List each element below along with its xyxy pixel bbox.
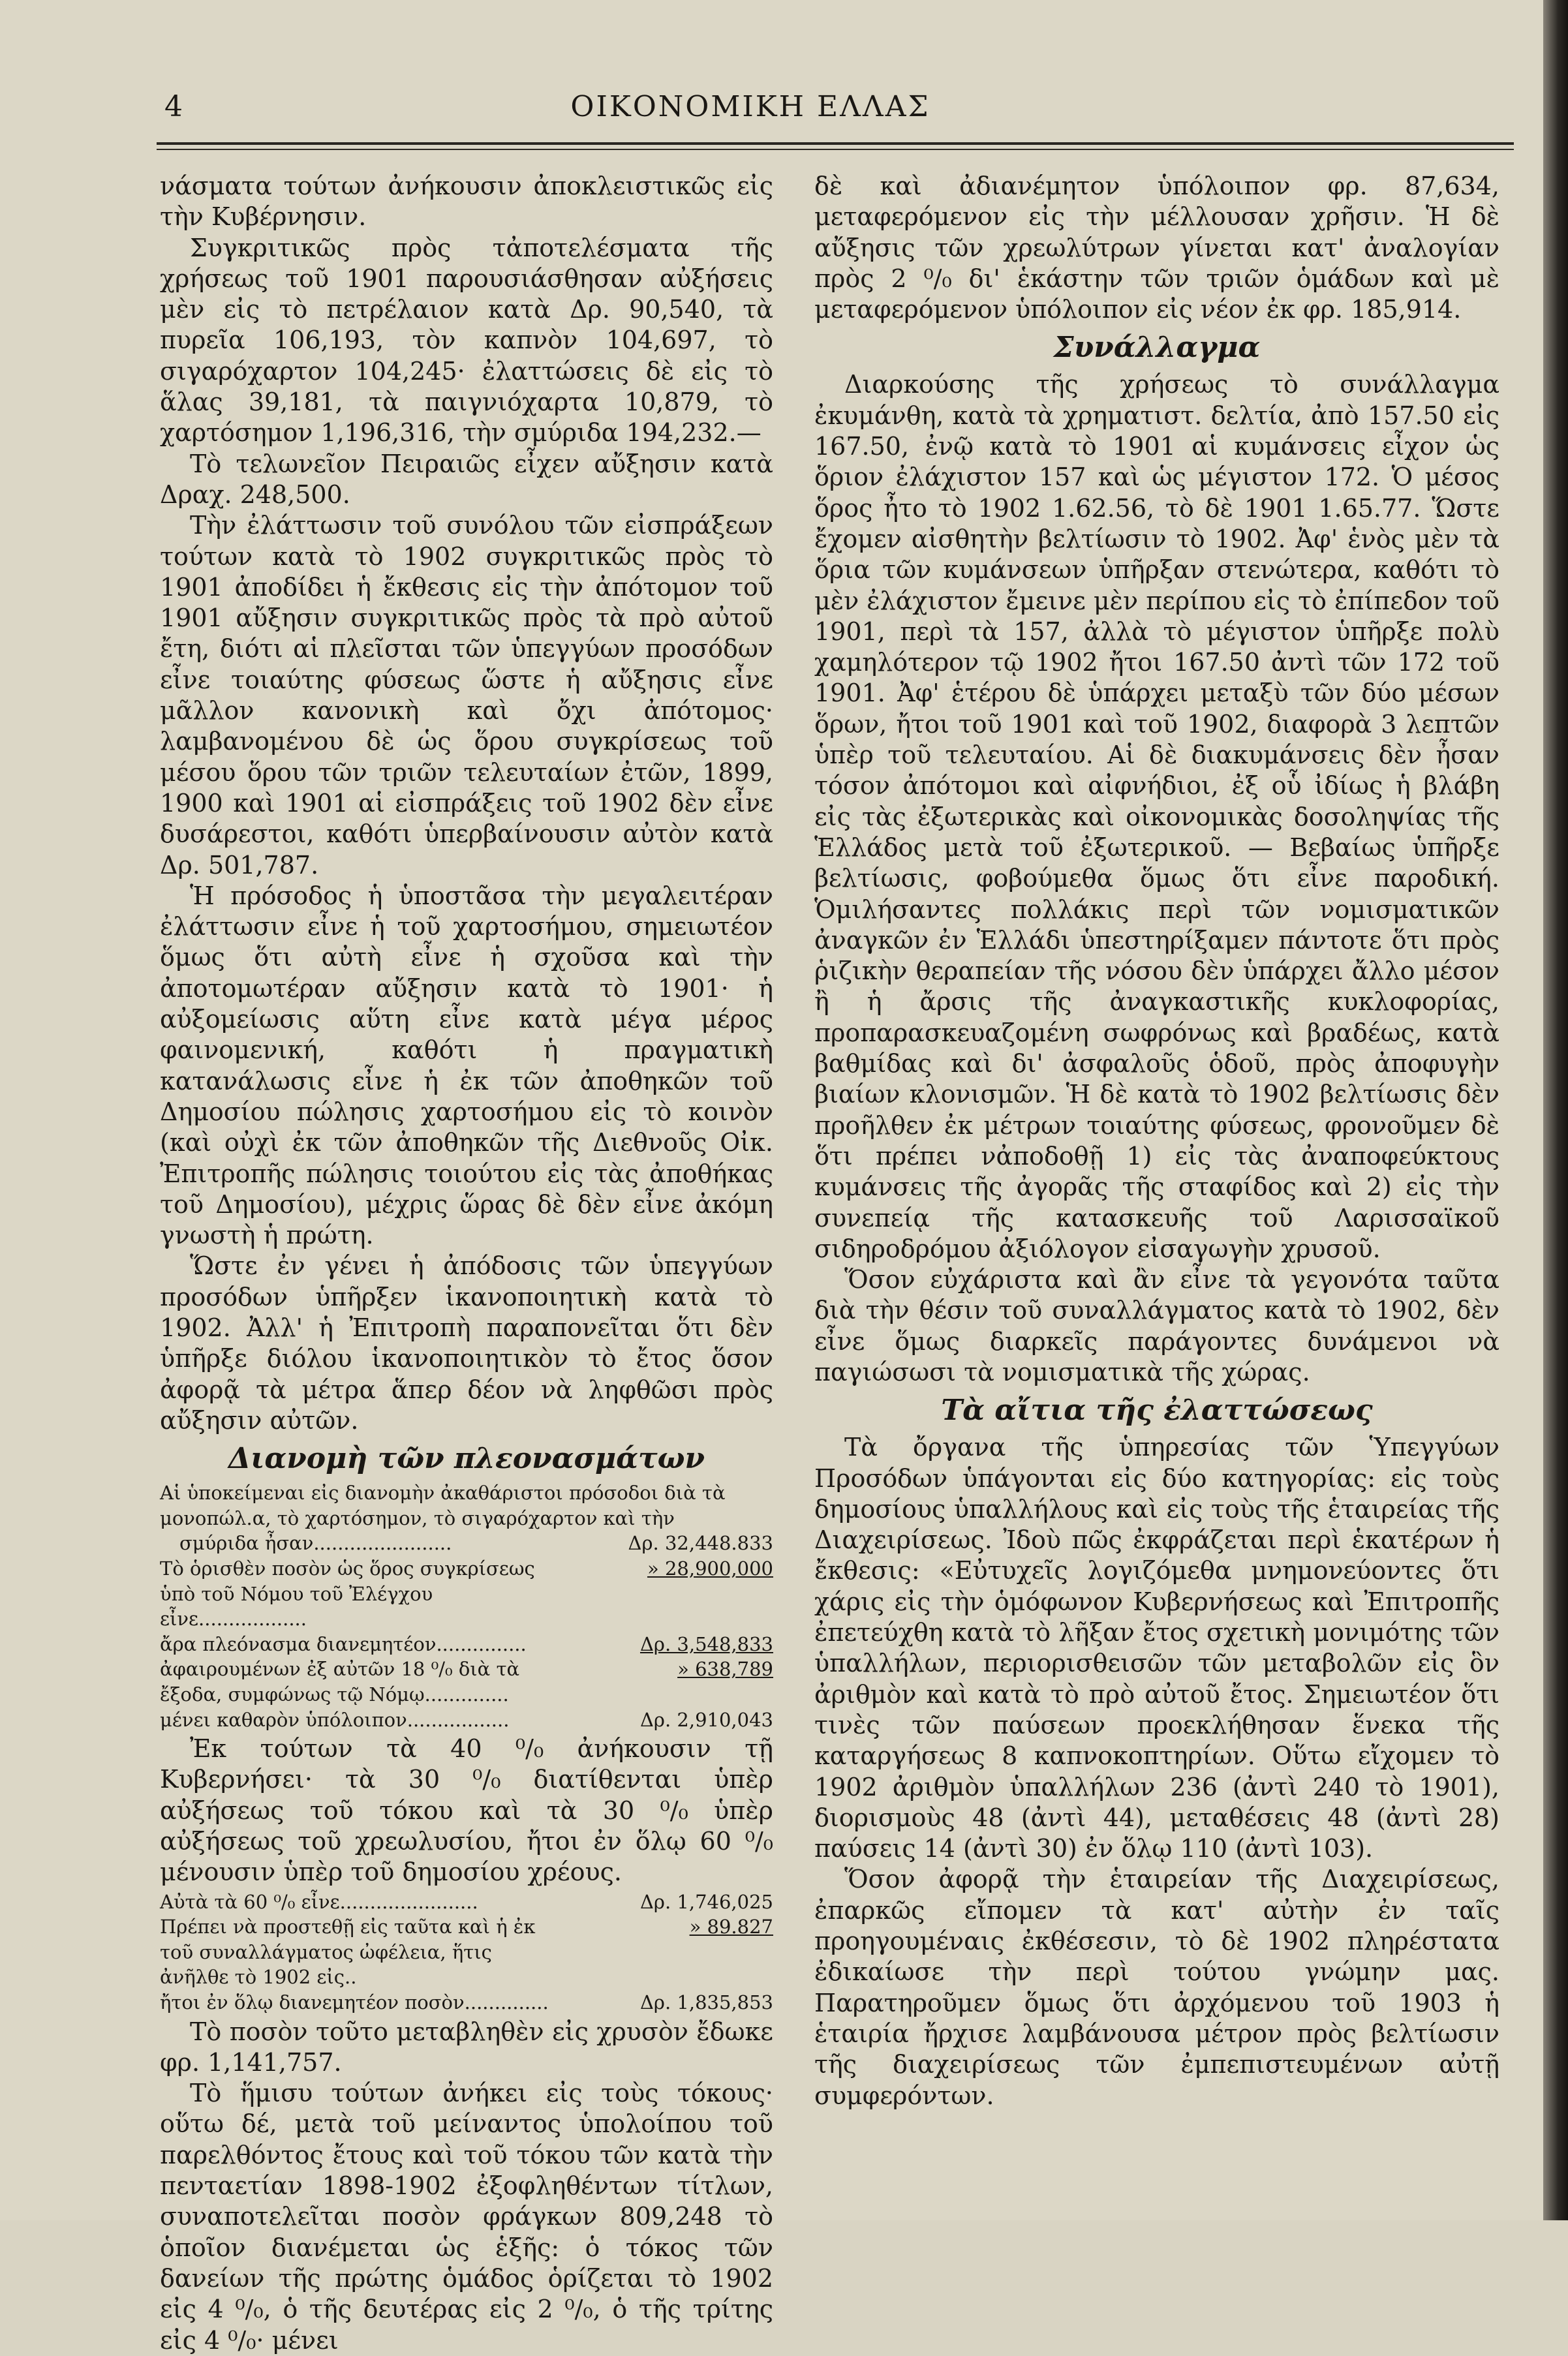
table-label: σμύριδα ἦσαν....................... (179, 1532, 452, 1555)
table-label: Πρέπει νὰ προστεθῇ εἰς ταῦτα καὶ ἡ ἐκ τοῦ συναλλάγματος ὠφέλεια, ἥτις ἀνῆλθε τὸ 1902 εἰς.. (160, 1916, 536, 1989)
header-rule-thin (157, 149, 1514, 150)
table-amount: » 89.827 (689, 1916, 773, 1938)
section-heading: Διανομὴ τῶν πλεονασμάτων (228, 1442, 705, 1476)
paragraph: Τὰ ὄργανα τῆς ὑπηρεσίας τῶν Ὑπεγγύων Προσόδων ὑπάγονται εἰς δύο κατηγορίας: εἰς τοὺς δημοσίους ὑπαλλήλους καὶ εἰς τοὺς τῆς ἑταιρείας τῆς Διαχειρίσεως. Ἰδοὺ πῶς ἐκφράζεται περὶ ἑκατέρων ἡ ἔκθεσις: «Εὐτυχεῖς λογιζόμεθα μνημονεύοντες ὅτι χάρις εἰς τὴν ὁμόφωνον Κυβερνήσεως καὶ Ἐπιτροπῆς ἐπετεύχθη κατὰ τὸ λῆξαν ἔτος σχετικὴ μονιμότης τῶν ὑπαλλήλων, περιορισθεισῶν τῶν μεταβολῶν εἰς ὃν ἀριθμὸν καὶ κατὰ τὸ πρὸ αὐτοῦ ἔτος. Σημειωτέον ὅτι τινὲς τῶν παύσεων προεκλήθησαν ἕνεκα τῆς καταργήσεως 8 καπνοκοπτηρίων. Οὕτω εἴχομεν τὸ 1902 ἀριθμὸν ὑπαλλήλων 236 (ἀντὶ 240 τὸ 1901), διορισμοὺς 48 (ἀντὶ 44), μεταθέσεις 48 (ἀντὶ 28) παύσεις 14 (ἀντὶ 30) ἐν ὅλῳ 110 (ἀντὶ 103). (814, 1433, 1499, 1863)
table-label: ἤτοι ἐν ὅλῳ διανεμητέον ποσὸν.............. (160, 1991, 549, 2013)
table-label: Αὐτὰ τὰ 60 ⁰/₀ εἶνε....................... (160, 1890, 478, 1913)
surplus-table (160, 1480, 773, 1732)
paragraph: Ὅσον εὐχάριστα καὶ ἂν εἶνε τὰ γεγονότα ταῦτα διὰ τὴν θέσιν τοῦ συναλλάγματος κατὰ τὸ 1902, δὲν εἶνε ὅμως διαρκεῖς παράγοντες δυνάμενοι νὰ παγιώσωσι τὰ νομισματικὰ τῆς χώρας. (814, 1265, 1499, 1386)
paragraph: Συγκριτικῶς πρὸς τἀποτελέσματα τῆς χρήσεως τοῦ 1901 παρουσιάσθησαν αὐξήσεις μὲν εἰς τὸ πετρέλαιον κατὰ Δρ. 90,540, τὰ πυρεῖα 106,193, τὸν καπνὸν 104,697, τὸ σιγαρόχαρτον 104,245· ἐλαττώσεις δὲ εἰς τὸ ἅλας 39,181, τὰ παιγνιόχαρτα 10,879, τὸ χαρτόσημον 1,196,316, τὴν σμύριδα 194,232.— (160, 233, 773, 448)
page-edge-shadow (1543, 0, 1568, 2220)
paragraph: Ἡ πρόσοδος ἡ ὑποστᾶσα τὴν μεγαλειτέραν ἐλάττωσιν εἶνε ἡ τοῦ χαρτοσήμου, σημειωτέον ὅμως ὅτι αὐτὴ εἶνε ἡ σχοῦσα καὶ τὴν ἀποτομωτέραν αὔξησιν κατὰ τὸ 1901· ἡ αὐξομείωσις αὕτη εἶνε κατὰ μέγα μέρος φαινομενική, καθότι ἡ πραγματικὴ κατανάλωσις εἶνε ἡ ἐκ τῶν ἀποθηκῶν τοῦ Δημοσίου πώλησις χαρτοσήμου εἰς τὸ κοινὸν (καὶ οὐχὶ ἐκ τῶν ἀποθηκῶν τῆς Διεθνοῦς Οἰκ. Ἐπιτροπῆς πώλησις τοιούτου εἰς τὰς ἀποθήκας τοῦ Δημοσίου), μέχρις ὥρας δὲ δὲν εἶνε ἀκόμη γνωστὴ ἡ πρώτη. (160, 881, 773, 1250)
paragraph: Ὅσον ἀφορᾷ τὴν ἑταιρείαν τῆς Διαχειρίσεως, ἐπαρκῶς εἴπομεν τὰ κατ' αὐτὴν ἐν ταῖς προηγουμέναις ἐκθέσεσιν, τὸ δὲ 1902 πληρέστατα ἐδικαίωσε τὴν περὶ τούτου γνώμην μας. Παρατηροῦμεν ὅμως ὅτι ἀρχόμενου τοῦ 1903 ἡ ἑταιρία ἤρχισε λαμβάνουσα μέτρον πρὸς βελτίωσιν τῆς διαχειρίσεως τῶν ἐμπεπιστευμένων αὐτῇ συμφερόντων. (814, 1865, 1499, 2110)
table-amount: Δρ. 32,448.833 (628, 1532, 773, 1555)
table-amount: Δρ. 1,746,025 (639, 1890, 773, 1913)
paragraph: Ἐκ τούτων τὰ 40 ⁰/₀ ἀνήκουσιν τῇ Κυβερνήσει· τὰ 30 ⁰/₀ διατίθενται ὑπὲρ αὐξήσεως τοῦ τόκου καὶ τὰ 30 ⁰/₀ ὑπὲρ αὐξήσεως τοῦ χρεωλυσίου, ἤτοι ἐν ὅλῳ 60 ⁰/₀ μένουσιν ὑπὲρ τοῦ δημοσίου χρέους. (160, 1734, 773, 1887)
table-row (160, 1914, 773, 1990)
paragraph: Τὸ τελωνεῖον Πειραιῶς εἶχεν αὔξησιν κατὰ Δραχ. 248,500. (160, 449, 773, 509)
table-row (160, 1889, 773, 1915)
table-row (160, 1531, 773, 1556)
paragraph: Τὸ ποσὸν τοῦτο μεταβληθὲν εἰς χρυσὸν ἔδωκε φρ. 1,141,757. (160, 2017, 773, 2077)
paragraph: Τὴν ἐλάττωσιν τοῦ συνόλου τῶν εἰσπράξεων τούτων κατὰ τὸ 1902 συγκριτικῶς πρὸς τὸ 1901 ἀποδίδει ἡ ἔκθεσις εἰς τὴν ἀπότομον τοῦ 1901 αὔξησιν συγκριτικῶς πρὸς τὰ πρὸ αὐτοῦ ἔτη, διότι αἱ πλεῖσται τῶν ὑπεγγύων προσόδων εἶνε τοιαύτης φύσεως ὥστε ἡ αὔξησις εἶνε μᾶλλον κανονικὴ καὶ ὄχι ἀπότομος· λαμβανομένου δὲ ὡς ὅρου συγκρίσεως τοῦ μέσου ὅρου τῶν τριῶν τελευταίων ἐτῶν, 1899, 1900 καὶ 1901 αἱ εἰσπράξεις τοῦ 1902 δὲν εἶνε δυσάρεστοι, καθότι ὑπερβαίνουσιν αὐτὸν κατὰ Δρ. 501,787. (160, 511, 773, 880)
page-number: 4 (164, 90, 183, 123)
table-label: Αἱ ὑποκείμεναι εἰς διανομὴν ἀκαθάριστοι πρόσοδοι διὰ τὰ μονοπώλ.α, τὸ χαρτόσημον, τὸ σιγαρόχαρτον καὶ τὴν (160, 1482, 726, 1529)
table-amount: Δρ. 1,835,853 (639, 1991, 773, 2013)
paragraph: νάσματα τούτων ἀνήκουσιν ἀποκλειστικῶς εἰς τὴν Κυβέρνησιν. (160, 172, 773, 232)
table-row (160, 1632, 773, 1657)
table-row (160, 1707, 773, 1733)
table-row (160, 1657, 773, 1707)
right-column (814, 171, 1499, 2111)
table-amount: » 28,900,000 (647, 1557, 773, 1580)
table-label: ἄρα πλεόνασμα διανεμητέον............... (160, 1632, 527, 1655)
section-heading: Συνάλλαγμα (1053, 331, 1261, 365)
journal-title: ΟΙΚΟΝΟΜΙΚΗ ΕΛΛΑΣ (570, 90, 930, 123)
distribution-table (160, 1889, 773, 2015)
left-column (160, 171, 773, 2356)
table-row (160, 1480, 773, 1531)
table-label: Τὸ ὁρισθὲν ποσὸν ὡς ὅρος συγκρίσεως ὑπὸ τοῦ Νόμου τοῦ Ἐλέγχου εἶνε.................. (160, 1557, 535, 1630)
table-amount: Δρ. 3,548,833 (639, 1632, 773, 1655)
table-amount: Δρ. 2,910,043 (639, 1708, 773, 1731)
table-row (160, 1556, 773, 1632)
table-row (160, 1990, 773, 2015)
paragraph: δὲ καὶ ἀδιανέμητον ὑπόλοιπον φρ. 87,634, μεταφερόμενον εἰς τὴν μέλλουσαν χρῆσιν. Ἡ δὲ αὔξησις τῶν χρεωλύτρων γίνεται κατ' ἀναλογίαν πρὸς 2 ⁰/₀ δι' ἑκάστην τῶν τριῶν ὁμάδων καὶ μὲ μεταφερόμενον ὑπόλοιπον εἰς νέον ἐκ φρ. 185,914. (814, 172, 1499, 324)
table-amount: » 638,789 (677, 1658, 773, 1681)
paragraph: Ὥστε ἐν γένει ἡ ἀπόδοσις τῶν ὑπεγγύων προσόδων ὑπῆρξεν ἱκανοποιητικὴ κατὰ τὸ 1902. Ἀλλ' ἡ Ἐπιτροπὴ παραπονεῖται ὅτι δὲν ὑπῆρξε διόλου ἱκανοποιητικὸν τὸ ἔτος ὅσον ἀφορᾷ τὰ μέτρα ἅπερ δέον νὰ ληφθῶσι πρὸς αὔξησιν αὐτῶν. (160, 1251, 773, 1435)
paragraph: Διαρκούσης τῆς χρήσεως τὸ συνάλλαγμα ἐκυμάνθη, κατὰ τὰ χρηματιστ. δελτία, ἀπὸ 157.50 εἰς 167.50, ἐνῷ κατὰ τὸ 1901 αἱ κυμάνσεις εἶχον ὡς ὅριον ἐλάχιστον 157 καὶ ὡς μέγιστον 172. Ὁ μέσος ὅρος ἦτο τὸ 1902 1.62.56, τὸ δὲ 1901 1.65.77. Ὥστε ἔχομεν αἰσθητὴν βελτίωσιν τὸ 1902. Ἀφ' ἑνὸς μὲν τὰ ὅρια τῶν κυμάνσεων ὑπῆρξαν στενώτερα, καθότι τὸ μὲν ἐλάχιστον ἔμεινε μὲν περίπου εἰς τὸ ἐπίπεδον τοῦ 1901, περὶ τὰ 157, ἀλλὰ τὸ μέγιστον ὑπῆρξε πολὺ χαμηλότερον τῷ 1902 ἤτοι 167.50 ἀντὶ τῶν 172 τοῦ 1901. Ἀφ' ἑτέρου δὲ ὑπάρχει μεταξὺ τῶν δύο μέσων ὅρων, ἤτοι τοῦ 1901 καὶ τοῦ 1902, διαφορὰ 3 λεπτῶν ὑπὲρ τοῦ τελευταίου. Αἱ δὲ διακυμάνσεις δὲν ἦσαν τόσον ἀπότομοι καὶ αἰφνήδιοι, ἐξ οὗ ἰδίως ἡ βλάβη εἰς τὰς ἐξωτερικὰς καὶ οἰκονομικὰς δοσοληψίας τῆς Ἑλλάδος μετὰ τοῦ ἐξωτερικοῦ. — Βεβαίως ὑπῆρξε βελτίωσις, φοβούμεθα ὅμως ὅτι εἶνε παροδική. Ὁμιλήσαντες πολλάκις περὶ τῶν νομισματικῶν ἀναγκῶν ἐν Ἑλλάδι ὑπεστηρίξαμεν πάντοτε ὅτι πρὸς ῥιζικὴν θεραπείαν τῆς νόσου δὲν ὑπάρχει ἄλλο μέσον ἢ ἡ ἄρσις τῆς ἀναγκαστικῆς κυκλοφορίας, προπαρασκευαζομένη σωφρόνως καὶ βραδέως, κατὰ βαθμίδας καὶ δι' ἀσφαλοῦς ὁδοῦ, πρὸς ἀποφυγὴν βιαίων κλονισμῶν. Ἡ δὲ κατὰ τὸ 1902 βελτίωσις δὲν προῆλθεν ἐκ μέτρων τοιαύτης φύσεως, φρονοῦμεν δὲ ὅτι πρέπει νἀποδοθῇ 1) εἰς τὰς ἀναποφεύκτους κυμάνσεις τῆς ἀγορᾶς τῆς σταφίδος καὶ 2) εἰς τὴν συνεπείᾳ τῆς κατασκευῆς τοῦ Λαρισσαϊκοῦ σιδηροδρόμου ἀξιόλογον εἰσαγωγὴν χρυσοῦ. (814, 370, 1499, 1263)
section-heading: Τὰ αἴτια τῆς ἐλαττώσεως (941, 1394, 1373, 1428)
table-label: ἀφαιρουμένων ἐξ αὐτῶν 18 ⁰/₀ διὰ τὰ ἔξοδα, συμφώνως τῷ Νόμῳ.............. (160, 1658, 520, 1706)
paragraph: Τὸ ἥμισυ τούτων ἀνήκει εἰς τοὺς τόκους· οὕτω δέ, μετὰ τοῦ μείναντος ὑπολοίπου τοῦ παρελθόντος ἔτους καὶ τοῦ τόκου τῶν κατὰ τὴν πενταετίαν 1898-1902 ἐξοφληθέντων τίτλων, συναποτελεῖται ποσὸν φράγκων 809,248 τὸ ὁποῖον διανέμεται ὡς ἑξῆς: ὁ τόκος τῶν δανείων τῆς πρώτης ὁμάδος ὁρίζεται τὸ 1902 εἰς 4 ⁰/₀, ὁ τῆς δευτέρας εἰς 2 ⁰/₀, ὁ τῆς τρίτης εἰς 4 ⁰/₀· μένει (160, 2079, 773, 2355)
table-label: μένει καθαρὸν ὑπόλοιπον................. (160, 1708, 510, 1731)
header-rule (157, 142, 1514, 145)
